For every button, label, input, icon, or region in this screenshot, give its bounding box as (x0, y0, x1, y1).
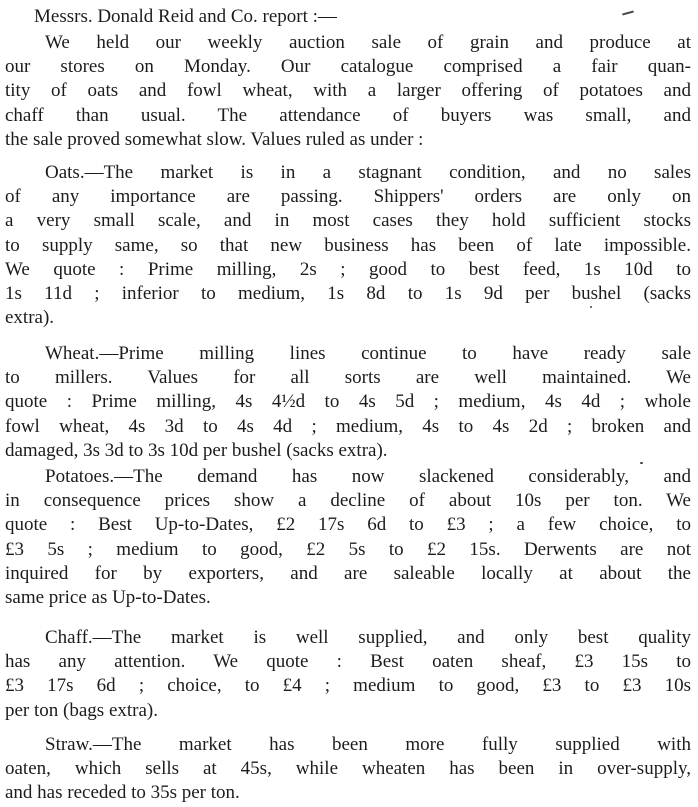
text-line: quote : Prime milling, 4s 4½d to 4s 5d ; medium, 4s 4d ; whole (5, 391, 691, 413)
text-line: in consequence prices show a decline of about 10s per ton. We (5, 490, 691, 512)
text-line: oaten, which sells at 45s, while wheaten has been in over-supply, (5, 758, 691, 780)
text-line: same price as Up-to-Dates. (5, 586, 211, 608)
print-speck (640, 462, 643, 464)
print-speck (622, 10, 634, 15)
text-line: Potatoes.—The demand has now slackened considerably, and (45, 466, 691, 487)
text-line: damaged, 3s 3d to 3s 10d per bushel (sacks extra). (5, 439, 388, 461)
paragraph-potatoes (5, 465, 691, 610)
print-speck (590, 306, 592, 308)
text-line: extra). (5, 307, 55, 329)
text-line: £3 17s 6d ; choice, to £4 ; medium to good, £3 to £3 10s (5, 675, 691, 697)
text-line: Oats.—The market is in a stagnant condition, and no sales (45, 162, 691, 183)
text-line: of any importance are passing. Shippers' orders are only on (5, 186, 691, 208)
text-line: chaff than usual. The attendance of buyers was small, and (5, 104, 691, 126)
text-line: our stores on Monday. Our catalogue comprised a fair quan- (5, 56, 691, 78)
text-line: a very small scale, and in most cases they hold sufficient stocks (5, 210, 691, 232)
paragraph-wheat (5, 342, 691, 463)
text-line: We held our weekly auction sale of grain and produce at (45, 32, 691, 53)
text-line: per ton (bags extra). (5, 699, 158, 721)
text-line: £3 5s ; medium to good, £2 5s to £2 15s. Derwents are not (5, 538, 691, 560)
text-line: Wheat.—Prime milling lines continue to have ready sale (45, 343, 691, 364)
paragraph-intro (5, 31, 691, 152)
text-line: tity of oats and fowl wheat, with a larger offering of potatoes and (5, 80, 691, 102)
text-line: the sale proved somewhat slow. Values ruled as under : (5, 128, 424, 150)
paragraph-chaff (5, 626, 691, 723)
text-line: Chaff.—The market is well supplied, and only best quality (45, 627, 691, 648)
text-line: to supply same, so that new business has been of late impossible. (5, 234, 691, 256)
text-line: and has receded to 35s per ton. (5, 782, 240, 804)
text-line: quote : Best Up-to-Dates, £2 17s 6d to £3 ; a few choice, to (5, 514, 691, 536)
text-line: Straw.—The market has been more fully supplied with (45, 734, 691, 755)
text-line: 1s 11d ; inferior to medium, 1s 8d to 1s 9d per bushel (sacks (5, 282, 691, 304)
paragraph-oats (5, 161, 691, 330)
paragraph-straw (5, 733, 691, 806)
text-line: We quote : Prime milling, 2s ; good to best feed, 1s 10d to (5, 258, 691, 280)
report-heading: Messrs. Donald Reid and Co. report :— (34, 6, 337, 27)
text-line: has any attention. We quote : Best oaten sheaf, £3 15s to (5, 651, 691, 673)
text-line: to millers. Values for all sorts are well maintained. We (5, 367, 691, 389)
text-line: fowl wheat, 4s 3d to 4s 4d ; medium, 4s to 4s 2d ; broken and (5, 415, 691, 437)
text-line: inquired for by exporters, and are saleable locally at about the (5, 562, 691, 584)
